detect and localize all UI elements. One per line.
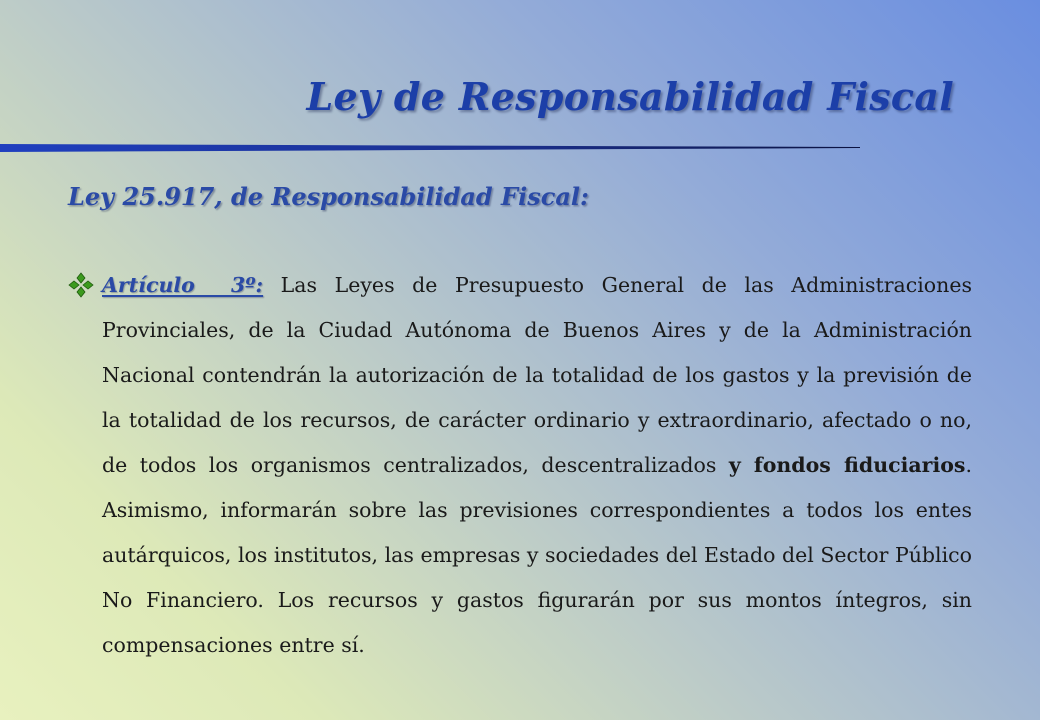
diamond-bullet-icon (68, 272, 94, 298)
article-label: Artículo 3º: (102, 273, 264, 297)
article-text-part1: Las Leyes de Presupuesto General de las Administraciones Provinciales, de la Ciudad Autónoma de Buenos Aires y de la Administración Nacional contendrán la autorización de la totalidad de los gastos y la previsión de la totalidad de los recursos, de carácter ordinario y extraordinario, afectado o no, de todos los organismos centralizados, descentralizados (102, 273, 972, 477)
title-rule (0, 143, 860, 153)
subtitle: Ley 25.917, de Responsabilidad Fiscal: (68, 182, 589, 211)
slide-title: Ley de Responsabilidad Fiscal (306, 74, 954, 119)
article-paragraph (102, 263, 972, 668)
article-text-bold: y fondos fiduciarios (728, 453, 966, 477)
article-text-part2: . Asimismo, informarán sobre las previsiones correspondientes a todos los entes autárquicos, los institutos, las empresas y sociedades del Estado del Sector Público No Financiero. Los recursos y gastos figurarán por sus montos íntegros, sin compensaciones entre sí. (102, 453, 972, 657)
bullet-item (68, 263, 972, 668)
